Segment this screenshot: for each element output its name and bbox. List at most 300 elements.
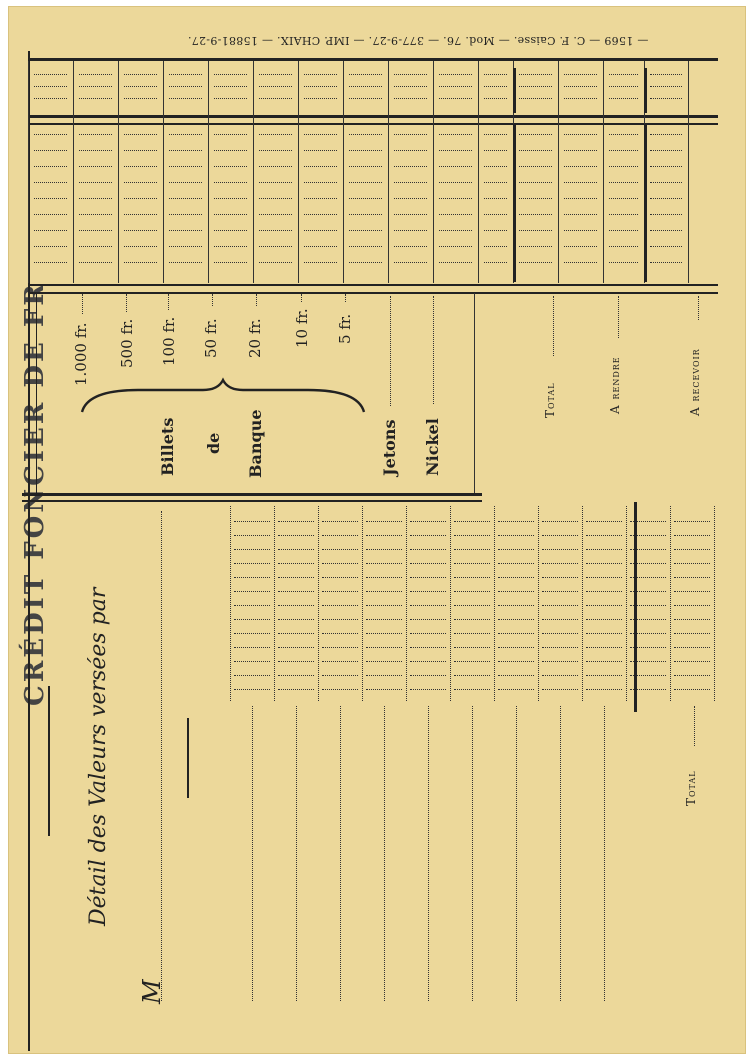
upper-cell-dots [394, 150, 427, 151]
upper-cell-dots [79, 182, 112, 183]
rule-mid-2 [28, 123, 718, 125]
lower-cell-dots [278, 549, 314, 550]
upper-cell-dots [439, 230, 472, 231]
upper-cell-dots [484, 214, 507, 215]
lower-cell-dots [498, 633, 534, 634]
upper-cell-dots [650, 230, 682, 231]
upper-cell-dots [394, 198, 427, 199]
lower-cell-dots [234, 661, 270, 662]
upper-divider-b [644, 68, 647, 113]
lower-cell-dots [322, 577, 358, 578]
upper-cell-dots [259, 98, 292, 99]
lower-cell-dots [454, 535, 490, 536]
upper-cell-dots [564, 166, 597, 167]
label-banque: Banque [246, 409, 265, 478]
upper-cell-dots [439, 214, 472, 215]
upper-cell-dots [124, 246, 157, 247]
upper-cell-dots [124, 74, 157, 75]
lower-col-dots-7 [516, 706, 517, 1001]
upper-cell-dots [169, 98, 202, 99]
upper-cell-dots [79, 262, 112, 263]
lower-total-label: Total [684, 770, 698, 806]
lower-cell-dots [234, 591, 270, 592]
upper-cell-dots [609, 262, 638, 263]
lower-col-line [406, 506, 407, 701]
upper-cell-dots [609, 166, 638, 167]
lower-cell-dots [234, 605, 270, 606]
lower-cell-dots [454, 563, 490, 564]
lower-col-dots-6 [472, 706, 473, 1001]
upper-cell-dots [349, 246, 382, 247]
lower-cell-dots [410, 647, 446, 648]
lower-divider [634, 502, 637, 712]
lower-col-line [670, 506, 671, 701]
lower-cell-dots [322, 591, 358, 592]
upper-col-line [688, 61, 689, 283]
upper-cell-dots [214, 246, 247, 247]
lower-col-line [318, 506, 319, 701]
upper-cell-dots [34, 182, 67, 183]
upper-cell-dots [650, 214, 682, 215]
lower-cell-dots [278, 577, 314, 578]
upper-cell-dots [609, 198, 638, 199]
lower-cell-dots [586, 563, 622, 564]
lower-cell-dots [586, 549, 622, 550]
lower-cell-dots [410, 605, 446, 606]
upper-cell-dots [394, 166, 427, 167]
upper-cell-dots [124, 214, 157, 215]
upper-cell-dots [394, 262, 427, 263]
upper-cell-dots [304, 214, 337, 215]
lower-cell-dots [366, 689, 402, 690]
upper-cell-dots [259, 86, 292, 87]
upper-cell-dots [349, 134, 382, 135]
upper-cell-dots [124, 198, 157, 199]
lower-cell-dots [410, 689, 446, 690]
upper-cell-dots [349, 74, 382, 75]
lower-cell-dots [454, 675, 490, 676]
upper-cell-dots [394, 86, 427, 87]
lower-cell-dots [366, 535, 402, 536]
upper-cell-dots [564, 198, 597, 199]
upper-cell-dots [349, 262, 382, 263]
upper-cell-dots [124, 150, 157, 151]
upper-cell-dots [304, 134, 337, 135]
label-a-rendre: A rendre [608, 356, 622, 414]
lower-cell-dots [542, 605, 578, 606]
upper-col-line [28, 61, 29, 283]
upper-cell-dots [79, 166, 112, 167]
lower-cell-dots [542, 535, 578, 536]
lower-cell-dots [278, 633, 314, 634]
lower-cell-dots [498, 675, 534, 676]
lower-cell-dots [234, 521, 270, 522]
upper-cell-dots [394, 98, 427, 99]
upper-cell-dots [609, 134, 638, 135]
lower-cell-dots [454, 619, 490, 620]
upper-col-line [558, 61, 559, 283]
lower-cell-dots [322, 675, 358, 676]
upper-cell-dots [304, 166, 337, 167]
upper-cell-dots [650, 246, 682, 247]
lower-cell-dots [410, 633, 446, 634]
upper-cell-dots [259, 134, 292, 135]
upper-cell-dots [34, 150, 67, 151]
leader-jetons [390, 296, 391, 406]
upper-cell-dots [519, 262, 552, 263]
upper-cell-dots [650, 150, 682, 151]
upper-cell-dots [169, 86, 202, 87]
lower-cell-dots [410, 591, 446, 592]
upper-cell-dots [609, 98, 638, 99]
upper-cell-dots [349, 166, 382, 167]
upper-cell-dots [484, 198, 507, 199]
upper-cell-dots [394, 182, 427, 183]
lower-cell-dots [454, 577, 490, 578]
upper-cell-dots [304, 86, 337, 87]
upper-cell-dots [124, 98, 157, 99]
upper-cell-dots [439, 134, 472, 135]
denom-100: 100 fr. [160, 316, 178, 366]
title-rule-mid [187, 718, 189, 798]
lower-cell-dots [234, 647, 270, 648]
upper-cell-dots [564, 214, 597, 215]
lower-cell-dots [278, 689, 314, 690]
upper-cell-dots [650, 86, 682, 87]
lower-cell-dots [454, 647, 490, 648]
lower-cell-dots [454, 549, 490, 550]
upper-cell-dots [304, 182, 337, 183]
lower-cell-dots [674, 619, 710, 620]
leader-20 [256, 294, 257, 306]
upper-cell-dots [79, 134, 112, 135]
upper-cell-dots [484, 262, 507, 263]
upper-divider-c [513, 124, 516, 282]
upper-cell-dots [259, 262, 292, 263]
upper-cell-dots [169, 182, 202, 183]
lower-col-dots-2 [296, 706, 297, 1001]
lower-cell-dots [366, 521, 402, 522]
lower-cell-dots [674, 647, 710, 648]
upper-cell-dots [484, 98, 507, 99]
upper-cell-dots [439, 166, 472, 167]
lower-cell-dots [542, 661, 578, 662]
lower-cell-dots [586, 661, 622, 662]
upper-cell-dots [484, 86, 507, 87]
lower-cell-dots [498, 661, 534, 662]
upper-cell-dots [34, 98, 67, 99]
upper-cell-dots [34, 166, 67, 167]
lower-cell-dots [322, 521, 358, 522]
lower-cell-dots [454, 661, 490, 662]
lower-col-dots-5 [428, 706, 429, 1001]
leader-50 [212, 294, 213, 306]
upper-col-line [253, 61, 254, 283]
upper-cell-dots [564, 98, 597, 99]
upper-cell-dots [304, 262, 337, 263]
rule-mid-3 [28, 284, 718, 286]
lower-cell-dots [234, 563, 270, 564]
upper-cell-dots [259, 246, 292, 247]
lower-col-line [582, 506, 583, 701]
lower-col-line [450, 506, 451, 701]
upper-cell-dots [394, 134, 427, 135]
lower-col-line [362, 506, 363, 701]
lower-cell-dots [586, 647, 622, 648]
upper-cell-dots [484, 246, 507, 247]
lower-cell-dots [322, 689, 358, 690]
upper-cell-dots [259, 166, 292, 167]
lower-cell-dots [322, 605, 358, 606]
lower-total-leader [694, 706, 695, 746]
upper-cell-dots [79, 230, 112, 231]
upper-cell-dots [79, 214, 112, 215]
upper-cell-dots [124, 166, 157, 167]
upper-col-line [208, 61, 209, 283]
lower-cell-dots [278, 619, 314, 620]
upper-cell-dots [214, 198, 247, 199]
lower-cell-dots [410, 549, 446, 550]
lower-cell-dots [366, 605, 402, 606]
lower-cell-dots [498, 605, 534, 606]
lower-cell-dots [586, 535, 622, 536]
upper-cell-dots [519, 86, 552, 87]
upper-cell-dots [439, 246, 472, 247]
upper-cell-dots [214, 182, 247, 183]
upper-divider-d [644, 124, 647, 282]
upper-cell-dots [650, 98, 682, 99]
upper-cell-dots [564, 182, 597, 183]
upper-cell-dots [349, 214, 382, 215]
upper-cell-dots [79, 198, 112, 199]
upper-cell-dots [34, 198, 67, 199]
upper-cell-dots [394, 230, 427, 231]
denom-20: 20 fr. [246, 318, 264, 358]
upper-cell-dots [169, 74, 202, 75]
label-total: Total [543, 382, 557, 418]
lower-cell-dots [542, 577, 578, 578]
upper-cell-dots [124, 134, 157, 135]
title-rule-left [48, 686, 50, 836]
upper-cell-dots [439, 182, 472, 183]
lower-col-line [274, 506, 275, 701]
denom-1000: 1.000 fr. [72, 322, 90, 386]
upper-cell-dots [259, 198, 292, 199]
lower-cell-dots [366, 563, 402, 564]
upper-divider-a [513, 68, 516, 113]
upper-cell-dots [34, 86, 67, 87]
name-fill-line [161, 511, 162, 1001]
upper-cell-dots [650, 74, 682, 75]
upper-cell-dots [79, 98, 112, 99]
lower-cell-dots [586, 591, 622, 592]
lower-cell-dots [234, 619, 270, 620]
upper-cell-dots [169, 134, 202, 135]
denom-bottom-rule-1 [22, 493, 482, 496]
lower-col-line [230, 506, 231, 701]
upper-cell-dots [564, 86, 597, 87]
lower-cell-dots [542, 591, 578, 592]
name-prefix: M [138, 979, 166, 1004]
lower-cell-dots [234, 549, 270, 550]
lower-cell-dots [278, 563, 314, 564]
lower-cell-dots [498, 591, 534, 592]
upper-cell-dots [304, 230, 337, 231]
lower-cell-dots [234, 535, 270, 536]
rule-mid-1 [28, 115, 718, 118]
lower-cell-dots [234, 689, 270, 690]
lower-cell-dots [410, 521, 446, 522]
header-fragment: CRÉDIT FONCIER DE FR [20, 281, 50, 706]
upper-cell-dots [519, 98, 552, 99]
upper-cell-dots [564, 150, 597, 151]
lower-cell-dots [366, 675, 402, 676]
lower-cell-dots [674, 633, 710, 634]
lower-cell-dots [234, 675, 270, 676]
lower-cell-dots [366, 647, 402, 648]
lower-cell-dots [278, 647, 314, 648]
upper-cell-dots [304, 198, 337, 199]
lower-cell-dots [234, 633, 270, 634]
upper-cell-dots [214, 166, 247, 167]
upper-cell-dots [169, 166, 202, 167]
upper-cell-dots [609, 74, 638, 75]
lower-cell-dots [674, 549, 710, 550]
upper-cell-dots [650, 198, 682, 199]
upper-cell-dots [349, 182, 382, 183]
lower-cell-dots [322, 535, 358, 536]
upper-cell-dots [439, 74, 472, 75]
leader-1000 [82, 294, 83, 314]
upper-cell-dots [304, 74, 337, 75]
lower-cell-dots [366, 549, 402, 550]
lower-cell-dots [542, 521, 578, 522]
upper-cell-dots [484, 134, 507, 135]
upper-cell-dots [34, 214, 67, 215]
upper-cell-dots [650, 166, 682, 167]
lower-cell-dots [674, 591, 710, 592]
upper-cell-dots [519, 74, 552, 75]
upper-cell-dots [519, 182, 552, 183]
upper-cell-dots [304, 98, 337, 99]
denom-50: 50 fr. [202, 318, 220, 358]
rule-mid-4 [28, 292, 718, 294]
upper-cell-dots [79, 86, 112, 87]
upper-cell-dots [349, 198, 382, 199]
upper-cell-dots [169, 262, 202, 263]
upper-col-line [298, 61, 299, 283]
form-sheet [8, 6, 746, 1054]
upper-cell-dots [609, 230, 638, 231]
upper-cell-dots [79, 246, 112, 247]
upper-cell-dots [519, 134, 552, 135]
upper-col-line [478, 61, 479, 283]
lower-cell-dots [674, 521, 710, 522]
upper-cell-dots [484, 74, 507, 75]
lower-cell-dots [586, 675, 622, 676]
upper-cell-dots [214, 98, 247, 99]
upper-cell-dots [394, 74, 427, 75]
upper-cell-dots [124, 182, 157, 183]
lower-col-dots-4 [384, 706, 385, 1001]
lower-cell-dots [410, 577, 446, 578]
lower-col-dots-3 [340, 706, 341, 1001]
upper-cell-dots [519, 246, 552, 247]
lower-cell-dots [498, 535, 534, 536]
lower-cell-dots [278, 675, 314, 676]
upper-cell-dots [519, 198, 552, 199]
upper-cell-dots [650, 262, 682, 263]
denom-total-divider [474, 293, 475, 493]
lower-col-line [538, 506, 539, 701]
lower-cell-dots [454, 605, 490, 606]
label-a-recevoir: A recevoir [688, 348, 702, 416]
lower-cell-dots [586, 633, 622, 634]
upper-cell-dots [349, 86, 382, 87]
upper-cell-dots [214, 230, 247, 231]
upper-cell-dots [609, 150, 638, 151]
upper-cell-dots [124, 262, 157, 263]
lower-cell-dots [542, 689, 578, 690]
upper-cell-dots [214, 86, 247, 87]
lower-cell-dots [498, 549, 534, 550]
lower-cell-dots [234, 577, 270, 578]
lower-cell-dots [674, 661, 710, 662]
lower-cell-dots [498, 619, 534, 620]
lower-cell-dots [586, 521, 622, 522]
lower-cell-dots [498, 577, 534, 578]
upper-cell-dots [349, 98, 382, 99]
upper-cell-dots [34, 230, 67, 231]
upper-cell-dots [609, 182, 638, 183]
upper-cell-dots [564, 134, 597, 135]
upper-cell-dots [564, 246, 597, 247]
lower-cell-dots [542, 633, 578, 634]
upper-cell-dots [79, 150, 112, 151]
lower-cell-dots [586, 605, 622, 606]
lower-cell-dots [674, 675, 710, 676]
lower-cell-dots [410, 535, 446, 536]
lower-cell-dots [454, 633, 490, 634]
lower-cell-dots [454, 521, 490, 522]
lower-cell-dots [410, 619, 446, 620]
lower-cell-dots [410, 661, 446, 662]
denom-5: 5 fr. [336, 313, 354, 344]
upper-cell-dots [439, 98, 472, 99]
lower-cell-dots [586, 577, 622, 578]
label-billets: Billets [158, 417, 177, 476]
upper-cell-dots [349, 150, 382, 151]
denom-bottom-rule-2 [22, 500, 482, 502]
lower-cell-dots [454, 591, 490, 592]
upper-cell-dots [34, 262, 67, 263]
upper-col-line [118, 61, 119, 283]
lower-col-line [626, 506, 627, 701]
upper-cell-dots [439, 86, 472, 87]
upper-cell-dots [609, 214, 638, 215]
upper-cell-dots [439, 198, 472, 199]
lower-cell-dots [498, 521, 534, 522]
upper-cell-dots [214, 150, 247, 151]
upper-cell-dots [259, 150, 292, 151]
upper-cell-dots [34, 134, 67, 135]
upper-col-line [388, 61, 389, 283]
lower-cell-dots [366, 661, 402, 662]
denom-500: 500 fr. [118, 318, 136, 368]
lower-cell-dots [542, 647, 578, 648]
leader-5 [345, 294, 346, 302]
leader-total [553, 296, 554, 356]
